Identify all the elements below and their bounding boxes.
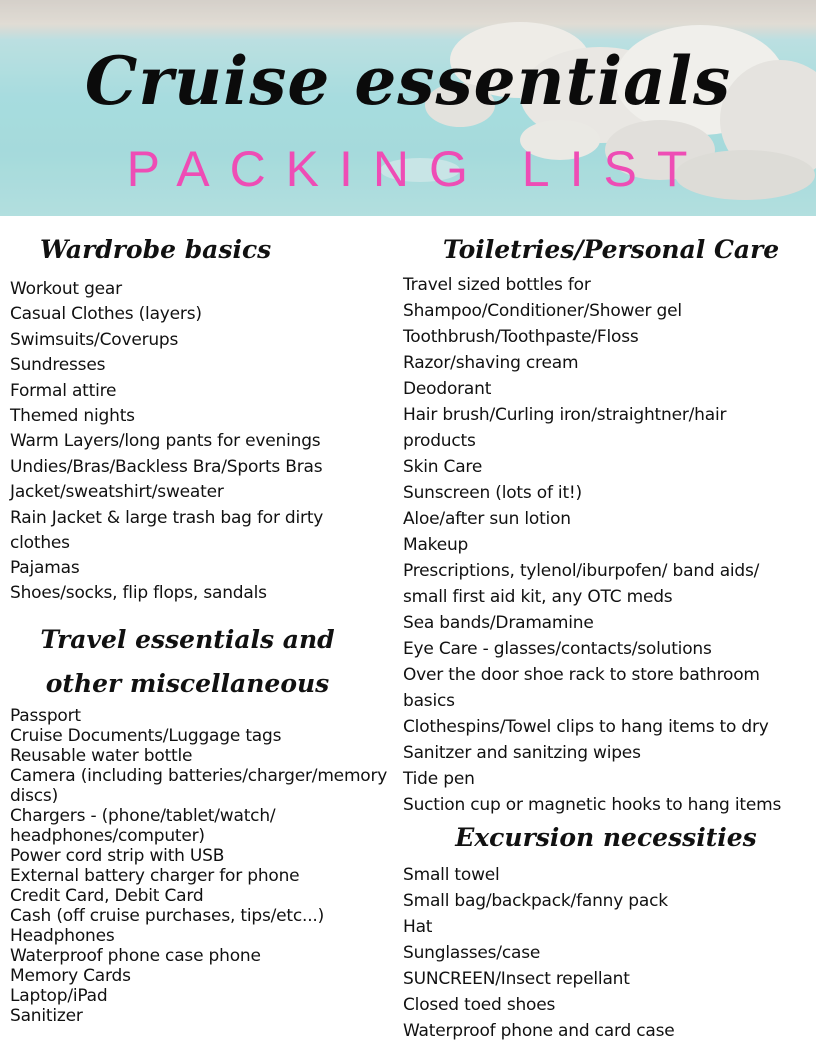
list-item: Clothespins/Towel clips to hang items to dry xyxy=(403,717,769,737)
toiletries-list xyxy=(403,272,809,818)
list-item: Suction cup or magnetic hooks to hang items xyxy=(403,795,782,815)
list-item: Sunscreen (lots of it!) xyxy=(403,483,582,503)
list-item: Aloe/after sun lotion xyxy=(403,509,571,529)
list-item: Waterproof phone and card case xyxy=(403,1021,675,1041)
header-banner xyxy=(0,0,816,216)
list-item: Tide pen xyxy=(403,769,475,789)
wardrobe-heading: Wardrobe basics xyxy=(40,235,272,264)
excursion-list xyxy=(403,862,809,1044)
list-item: Sea bands/Dramamine xyxy=(403,613,594,633)
list-item: Passport xyxy=(10,706,81,727)
right-column xyxy=(403,228,809,1044)
list-item: Memory Cards xyxy=(10,966,131,987)
list-item: Sanitzer and sanitzing wipes xyxy=(403,743,641,763)
list-item: Power cord strip with USB xyxy=(10,846,225,867)
list-item: Sunglasses/case xyxy=(403,943,541,963)
list-item: Waterproof phone case phone xyxy=(10,946,261,967)
list-item: Shoes/socks, flip flops, sandals xyxy=(10,582,267,603)
list-item: Warm Layers/long pants for evenings xyxy=(10,431,321,452)
excursion-heading: Excursion necessities xyxy=(455,823,757,852)
list-item: Travel sized bottles for Shampoo/Conditioner/Shower gel xyxy=(403,275,682,321)
list-item: Themed nights xyxy=(10,405,135,426)
list-item: Prescriptions, tylenol/iburpofen/ band aids/ small first aid kit, any OTC meds xyxy=(403,561,760,607)
list-item: Eye Care - glasses/contacts/solutions xyxy=(403,639,712,659)
page-subtitle: PACKING LIST xyxy=(126,141,708,197)
list-item: Over the door shoe rack to store bathroom basics xyxy=(403,665,760,711)
list-item: Swimsuits/Coverups xyxy=(10,329,179,350)
list-item: Small bag/backpack/fanny pack xyxy=(403,891,668,911)
list-item: Chargers - (phone/tablet/watch/ headphones/computer) xyxy=(10,806,276,847)
travel-list xyxy=(10,706,402,1026)
list-item: Undies/Bras/Backless Bra/Sports Bras xyxy=(10,456,323,477)
list-item: Hat xyxy=(403,917,433,937)
list-item: Small towel xyxy=(403,865,500,885)
list-item: Camera (including batteries/charger/memory discs) xyxy=(10,766,388,807)
list-item: Pajamas xyxy=(10,557,80,578)
wardrobe-list xyxy=(10,277,402,606)
list-item: Workout gear xyxy=(10,279,122,299)
list-item: Laptop/iPad xyxy=(10,986,108,1007)
list-item: Razor/shaving cream xyxy=(403,353,579,373)
list-item: Cruise Documents/Luggage tags xyxy=(10,726,282,747)
list-item: Makeup xyxy=(403,535,469,555)
list-item: Closed toed shoes xyxy=(403,995,556,1015)
list-item: Headphones xyxy=(10,926,115,947)
left-column xyxy=(10,228,402,1026)
travel-heading: Travel essentials and other miscellaneous xyxy=(40,625,335,699)
list-item: Formal attire xyxy=(10,380,117,401)
list-item: Rain Jacket & large trash bag for dirty clothes xyxy=(10,507,324,553)
list-item: Credit Card, Debit Card xyxy=(10,886,204,907)
list-item: Skin Care xyxy=(403,457,483,477)
list-item: Sanitizer xyxy=(10,1006,83,1027)
list-item: SUNCREEN/Insect repellant xyxy=(403,969,630,989)
list-item: Casual Clothes (layers) xyxy=(10,304,202,325)
list-item: External battery charger for phone xyxy=(10,866,300,887)
list-item: Toothbrush/Toothpaste/Floss xyxy=(403,327,639,347)
page-title: Cruise essentials xyxy=(84,42,732,120)
list-item: Jacket/sweatshirt/sweater xyxy=(10,482,224,503)
list-item: Deodorant xyxy=(403,379,492,399)
list-item: Hair brush/Curling iron/straightner/hair products xyxy=(403,405,727,451)
list-item: Cash (off cruise purchases, tips/etc...) xyxy=(10,906,325,927)
list-item: Sundresses xyxy=(10,355,106,376)
list-item: Reusable water bottle xyxy=(10,746,193,767)
toiletries-heading: Toiletries/Personal Care xyxy=(442,235,780,264)
